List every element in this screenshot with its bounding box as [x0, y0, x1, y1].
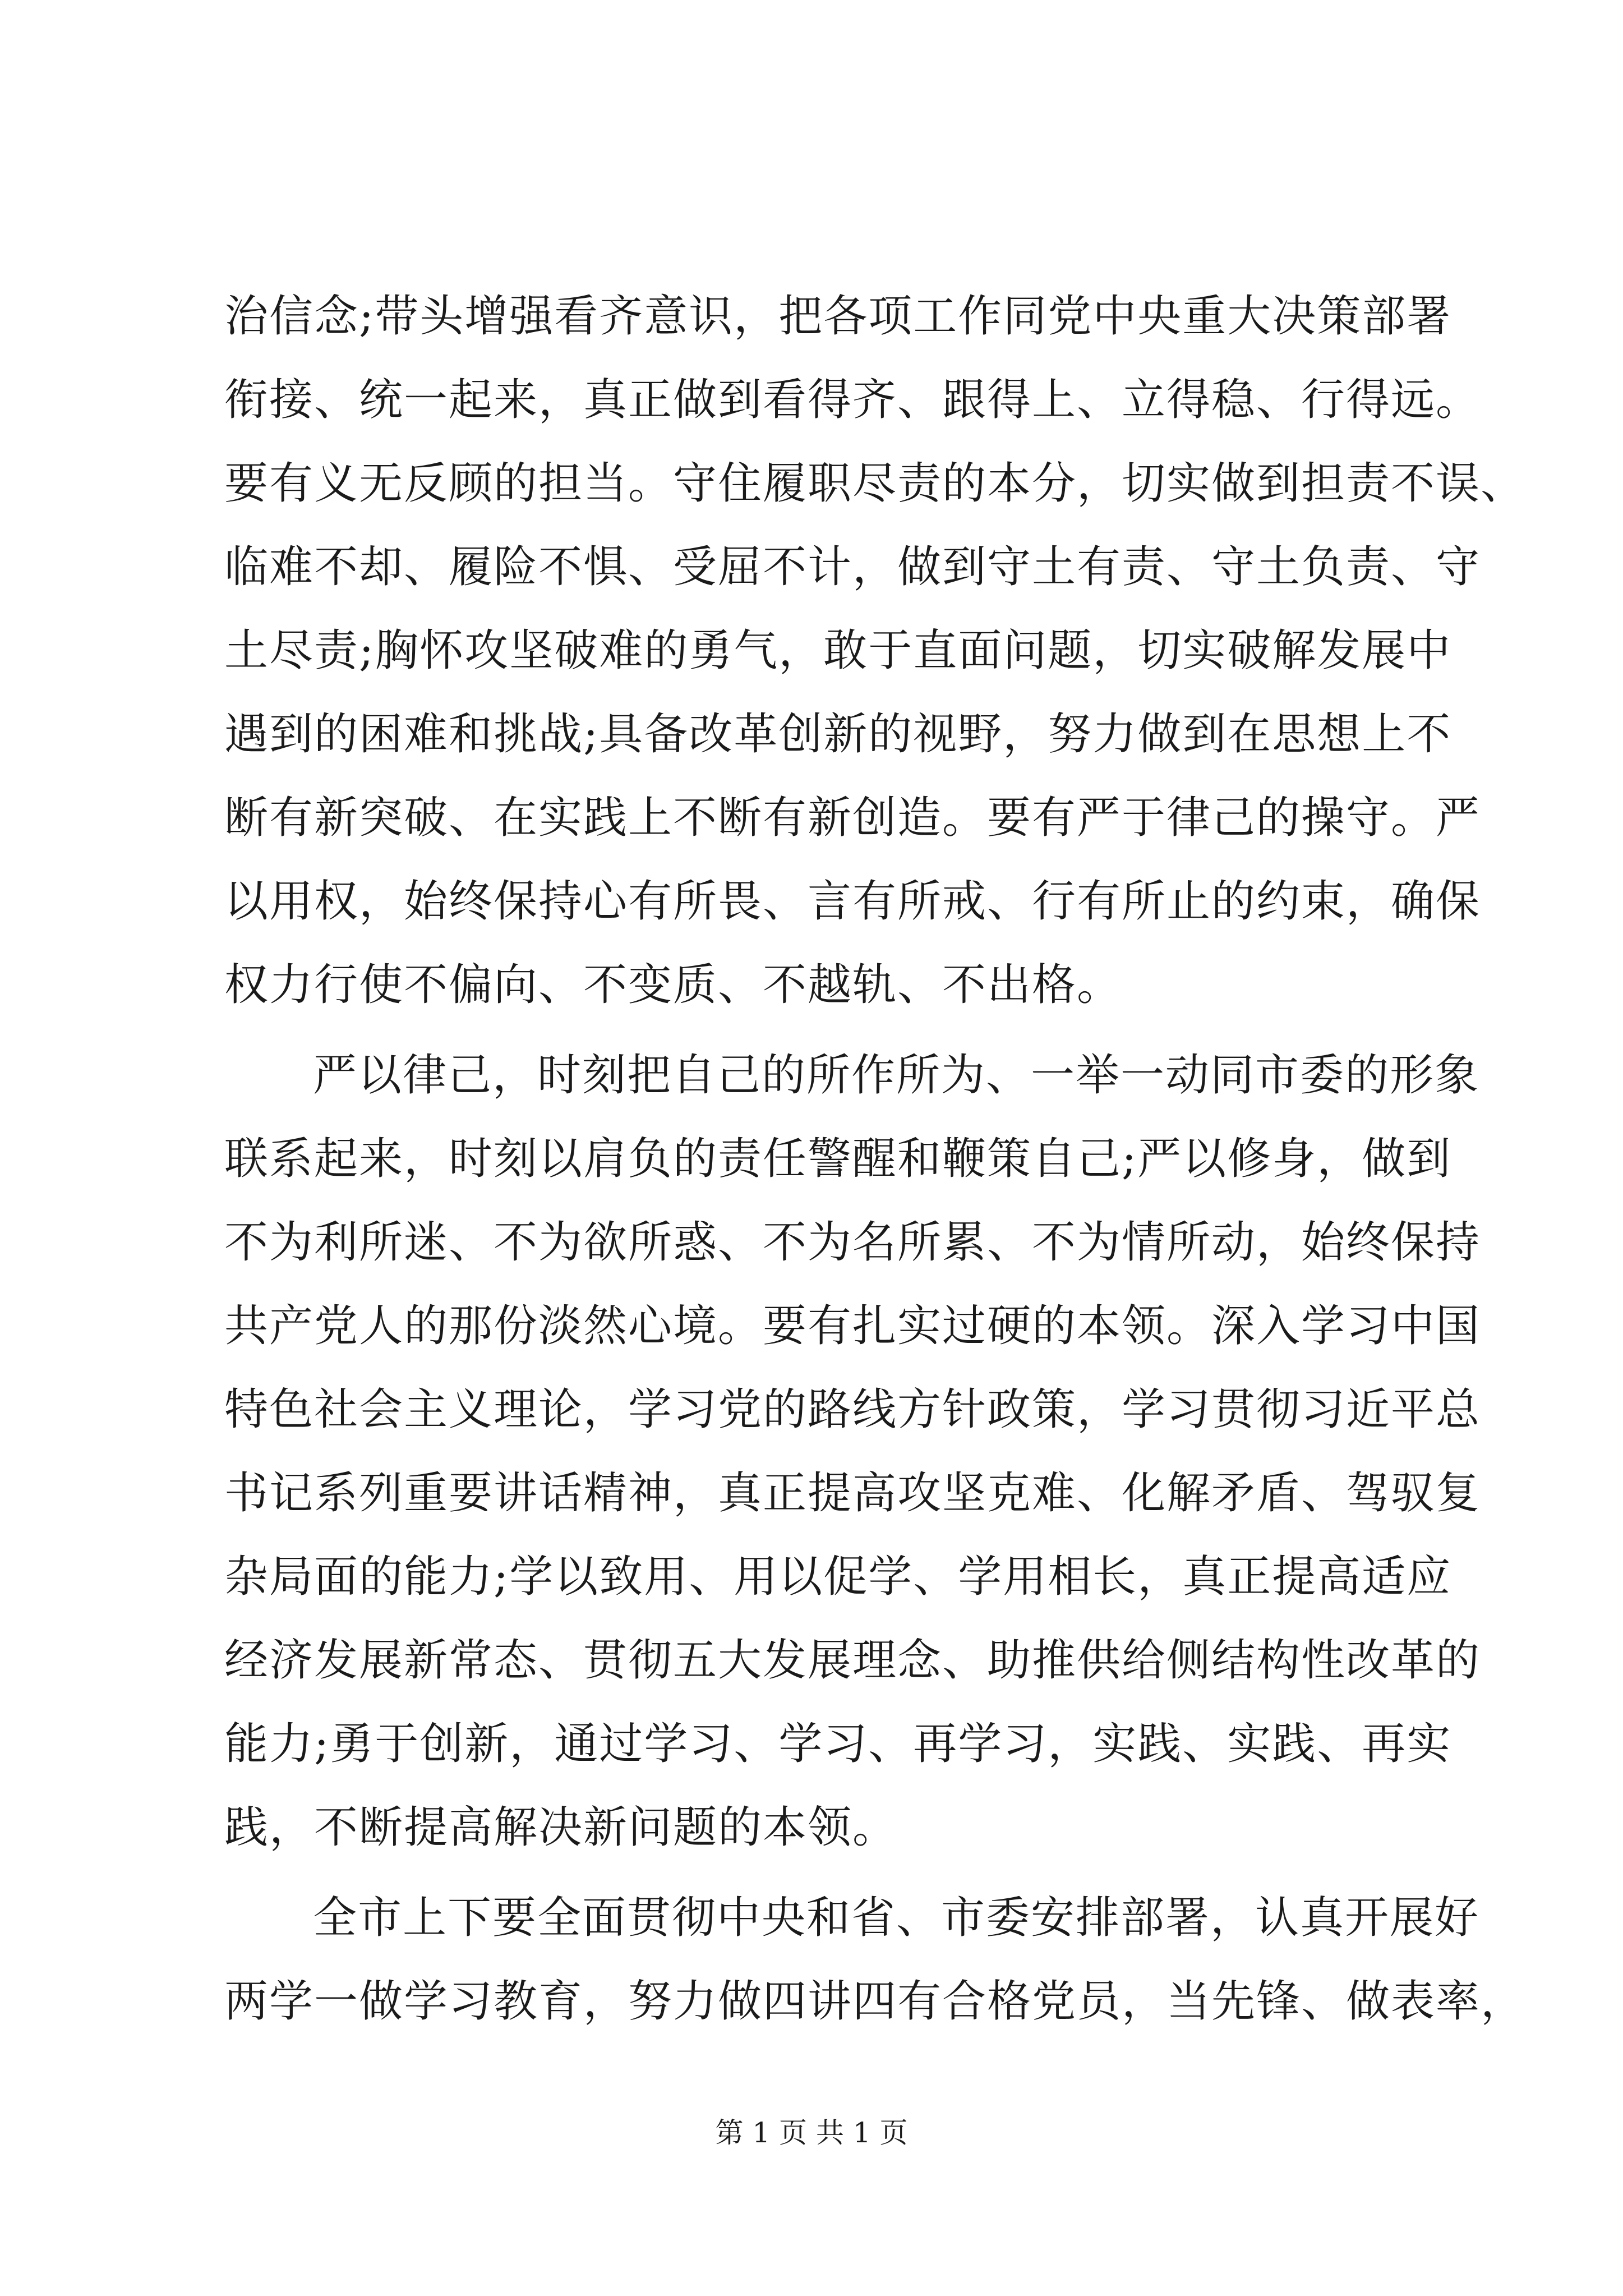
text-line: 要有义无反顾的担当。守住履职尽责的本分，切实做到担责不误、 — [224, 458, 1526, 509]
page-number-label: 第 1 页 共 1 页 — [715, 2116, 908, 2149]
document-body — [224, 275, 1526, 2044]
paragraph-3 — [224, 1876, 1526, 2044]
paragraph-gap — [224, 1870, 1409, 1876]
paragraph-gap — [224, 1027, 1409, 1034]
text-line: 权力行使不偏向、不变质、不越轨、不出格。 — [224, 960, 1122, 1010]
text-line: 杂局面的能力;学以致用、用以促学、学用相长，真正提高适应 — [224, 1552, 1452, 1602]
text-line: 特色社会主义理论，学习党的路线方针政策，学习贯彻习近平总 — [224, 1384, 1481, 1435]
paragraph-1 — [224, 275, 1526, 1027]
text-line: 以用权，始终保持心有所畏、言有所戒、行有所止的约束，确保 — [224, 876, 1481, 927]
text-line: 经济发展新常态、贯彻五大发展理念、助推供给侧结构性改革的 — [224, 1635, 1481, 1686]
text-line: 严以律己，时刻把自己的所作所为、一举一动同市委的形象 — [313, 1050, 1480, 1101]
text-line: 临难不却、履险不惧、受屈不计，做到守土有责、守土负责、守 — [224, 542, 1481, 592]
text-line: 不为利所迷、不为欲所惑、不为名所累、不为情所动，始终保持 — [224, 1217, 1481, 1268]
text-line: 能力;勇于创新，通过学习、学习、再学习，实践、实践、再实 — [224, 1719, 1452, 1769]
text-line: 两学一做学习教育，努力做四讲四有合格党员，当先锋、做表率， — [224, 1976, 1526, 2027]
text-line: 断有新突破、在实践上不断有新创造。要有严于律己的操守。严 — [224, 793, 1481, 843]
text-line: 治信念;带头增强看齐意识，把各项工作同党中央重大决策部署 — [224, 291, 1452, 342]
paragraph-2 — [224, 1034, 1481, 1870]
text-line: 衔接、统一起来，真正做到看得齐、跟得上、立得稳、行得远。 — [224, 375, 1481, 425]
text-line: 践，不断提高解决新问题的本领。 — [224, 1802, 898, 1853]
text-line: 土尽责;胸怀攻坚破难的勇气，敢于直面问题，切实破解发展中 — [224, 625, 1452, 676]
text-line: 书记系列重要讲话精神，真正提高攻坚克难、化解矛盾、驾驭复 — [224, 1468, 1481, 1519]
page-footer — [0, 2115, 1623, 2151]
text-line: 联系起来，时刻以肩负的责任警醒和鞭策自己;严以修身，做到 — [224, 1134, 1452, 1184]
text-line: 共产党人的那份淡然心境。要有扎实过硬的本领。深入学习中国 — [224, 1301, 1481, 1351]
text-line: 遇到的困难和挑战;具备改革创新的视野，努力做到在思想上不 — [224, 709, 1452, 760]
text-line: 全市上下要全面贯彻中央和省、市委安排部署，认真开展好 — [313, 1893, 1480, 1943]
